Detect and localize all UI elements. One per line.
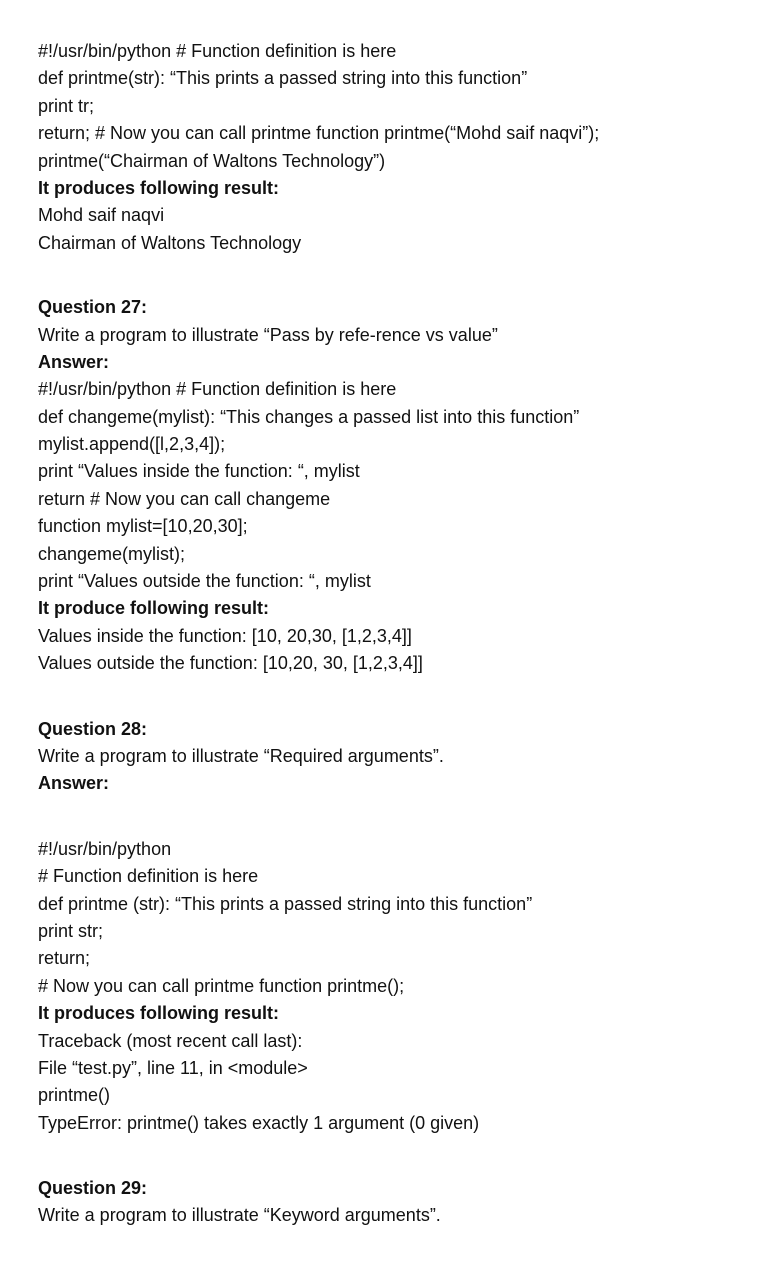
result-line: Values inside the function: [10, 20,30, [1,2,3,4]] <box>38 625 412 646</box>
code-line: printme(“Chairman of Waltons Technology”) <box>38 150 386 171</box>
question-prompt: Write a program to illustrate “Pass by refe-rence vs value” <box>38 324 498 345</box>
question-heading: Question 28: <box>38 718 148 739</box>
code-line: return # Now you can call changeme <box>38 488 331 509</box>
code-block-printme <box>38 38 738 257</box>
answer-label: Answer: <box>38 773 110 794</box>
code-line: #!/usr/bin/python <box>38 838 172 859</box>
result-line: TypeError: printme() takes exactly 1 argument (0 given) <box>38 1112 480 1133</box>
answer-label: Answer: <box>38 351 110 372</box>
result-heading: It produces following result: <box>38 177 280 198</box>
code-line: #!/usr/bin/python # Function definition is here <box>38 379 397 400</box>
result-line: File “test.py”, line 11, in <module> <box>38 1057 308 1078</box>
question-heading: Question 29: <box>38 1178 148 1199</box>
code-line: # Now you can call printme function printme(); <box>38 975 405 996</box>
code-line: def changeme(mylist): “This changes a passed list into this function” <box>38 406 580 427</box>
question-28 <box>38 716 738 1137</box>
result-heading: It produces following result: <box>38 1003 280 1024</box>
code-line: mylist.append([l,2,3,4]); <box>38 434 226 455</box>
code-line: return; # Now you can call printme function printme(“Mohd saif naqvi”); <box>38 123 600 144</box>
code-line: def printme (str): “This prints a passed string into this function” <box>38 893 533 914</box>
question-27 <box>38 294 738 677</box>
question-29 <box>38 1175 738 1230</box>
question-prompt: Write a program to illustrate “Keyword arguments”. <box>38 1205 441 1226</box>
result-line: Values outside the function: [10,20, 30, [1,2,3,4]] <box>38 653 423 674</box>
document-page <box>38 38 738 1230</box>
result-line: Mohd saif naqvi <box>38 205 165 226</box>
result-heading: It produce following result: <box>38 598 269 619</box>
code-line: function mylist=[10,20,30]; <box>38 516 248 537</box>
code-line: print “Values outside the function: “, mylist <box>38 571 371 592</box>
code-line: print str; <box>38 920 104 941</box>
code-line: changeme(mylist); <box>38 543 186 564</box>
result-line: Traceback (most recent call last): <box>38 1030 303 1051</box>
code-line: print “Values inside the function: “, mylist <box>38 461 360 482</box>
code-line: #!/usr/bin/python # Function definition is here <box>38 41 397 61</box>
code-line: def printme(str): “This prints a passed string into this function” <box>38 68 528 89</box>
code-line: return; <box>38 948 91 969</box>
question-prompt: Write a program to illustrate “Required arguments”. <box>38 745 444 766</box>
result-line: Chairman of Waltons Technology <box>38 232 302 253</box>
question-heading: Question 27: <box>38 297 148 318</box>
result-line: printme() <box>38 1085 111 1106</box>
code-line: print tr; <box>38 95 95 116</box>
code-line: # Function definition is here <box>38 866 259 887</box>
